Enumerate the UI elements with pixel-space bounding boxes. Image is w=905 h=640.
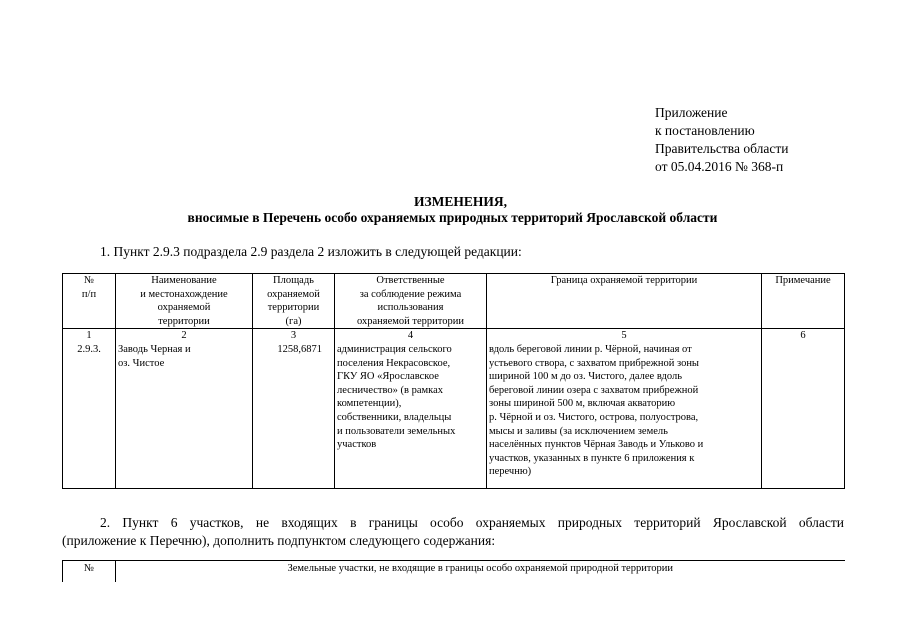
header-number: № xyxy=(63,561,116,582)
paragraph-2-line-2: (приложение к Перечню), дополнить подпунктом следующего содержания: xyxy=(62,533,496,548)
header-responsible: Ответственные за соблюдение режима использования охраняемой территории xyxy=(335,274,487,329)
appendix-block xyxy=(655,104,788,176)
row-note xyxy=(762,343,845,489)
column-number: 4 xyxy=(335,329,487,343)
row-number: 2.9.3. xyxy=(63,343,116,489)
row-responsible: администрация сельского поселения Некрасовское, ГКУ ЯО «Ярославское лесничество» (в рамках компетенции), собственники, владельцы и пользователи земельных участков xyxy=(335,343,487,489)
header-area: Площадь охраняемой территории (га) xyxy=(253,274,335,329)
table-column-numbers-row xyxy=(63,329,845,343)
table-header-row xyxy=(63,561,845,582)
header-name: Наименование и местонахождение охраняемой территории xyxy=(116,274,253,329)
appendix-line: к постановлению xyxy=(655,123,755,138)
header-number: № п/п xyxy=(63,274,116,329)
column-number: 2 xyxy=(116,329,253,343)
header-boundary: Граница охраняемой территории xyxy=(487,274,762,329)
column-number: 5 xyxy=(487,329,762,343)
appendix-line: Приложение xyxy=(655,105,728,120)
land-plots-table xyxy=(62,560,845,582)
table-header-row xyxy=(63,274,845,329)
paragraph-2 xyxy=(62,514,844,550)
document-subtitle: вносимые в Перечень особо охраняемых природных территорий Ярославской области xyxy=(187,210,718,225)
table-row xyxy=(63,343,845,489)
appendix-line: Правительства области xyxy=(655,141,789,156)
row-area: 1258,6871 xyxy=(253,343,335,489)
row-boundary: вдоль береговой линии р. Чёрной, начиная от устьевого створа, с захватом прибрежной зоны шириной 100 м до оз. Чистого, далее вдоль береговой линии озера с захватом прибрежной зоны шириной 500 м, включая акваторию р. Чёрной и оз. Чистого, острова, полуострова, мысы и заливы (за исключением земель населённых пунктов Чёрная Заводь и Ульково и участков, указанных в пункте 6 приложения к перечню) xyxy=(487,343,762,489)
paragraph-1: 1. Пункт 2.9.3 подраздела 2.9 раздела 2 изложить в следующей редакции: xyxy=(100,244,522,259)
changes-table xyxy=(62,273,845,489)
header-land-plots: Земельные участки, не входящие в границы особо охраняемой природной территории xyxy=(116,561,845,582)
header-note: Примечание xyxy=(762,274,845,329)
column-number: 1 xyxy=(63,329,116,343)
row-name: Заводь Черная и оз. Чистое xyxy=(116,343,253,489)
column-number: 6 xyxy=(762,329,845,343)
document-title: ИЗМЕНЕНИЯ, xyxy=(413,194,507,209)
appendix-line: от 05.04.2016 № 368-п xyxy=(655,159,784,174)
column-number: 3 xyxy=(253,329,335,343)
paragraph-2-line-1: 2. Пункт 6 участков, не входящих в границы особо охраняемых природных территорий Ярославской области xyxy=(100,515,844,530)
